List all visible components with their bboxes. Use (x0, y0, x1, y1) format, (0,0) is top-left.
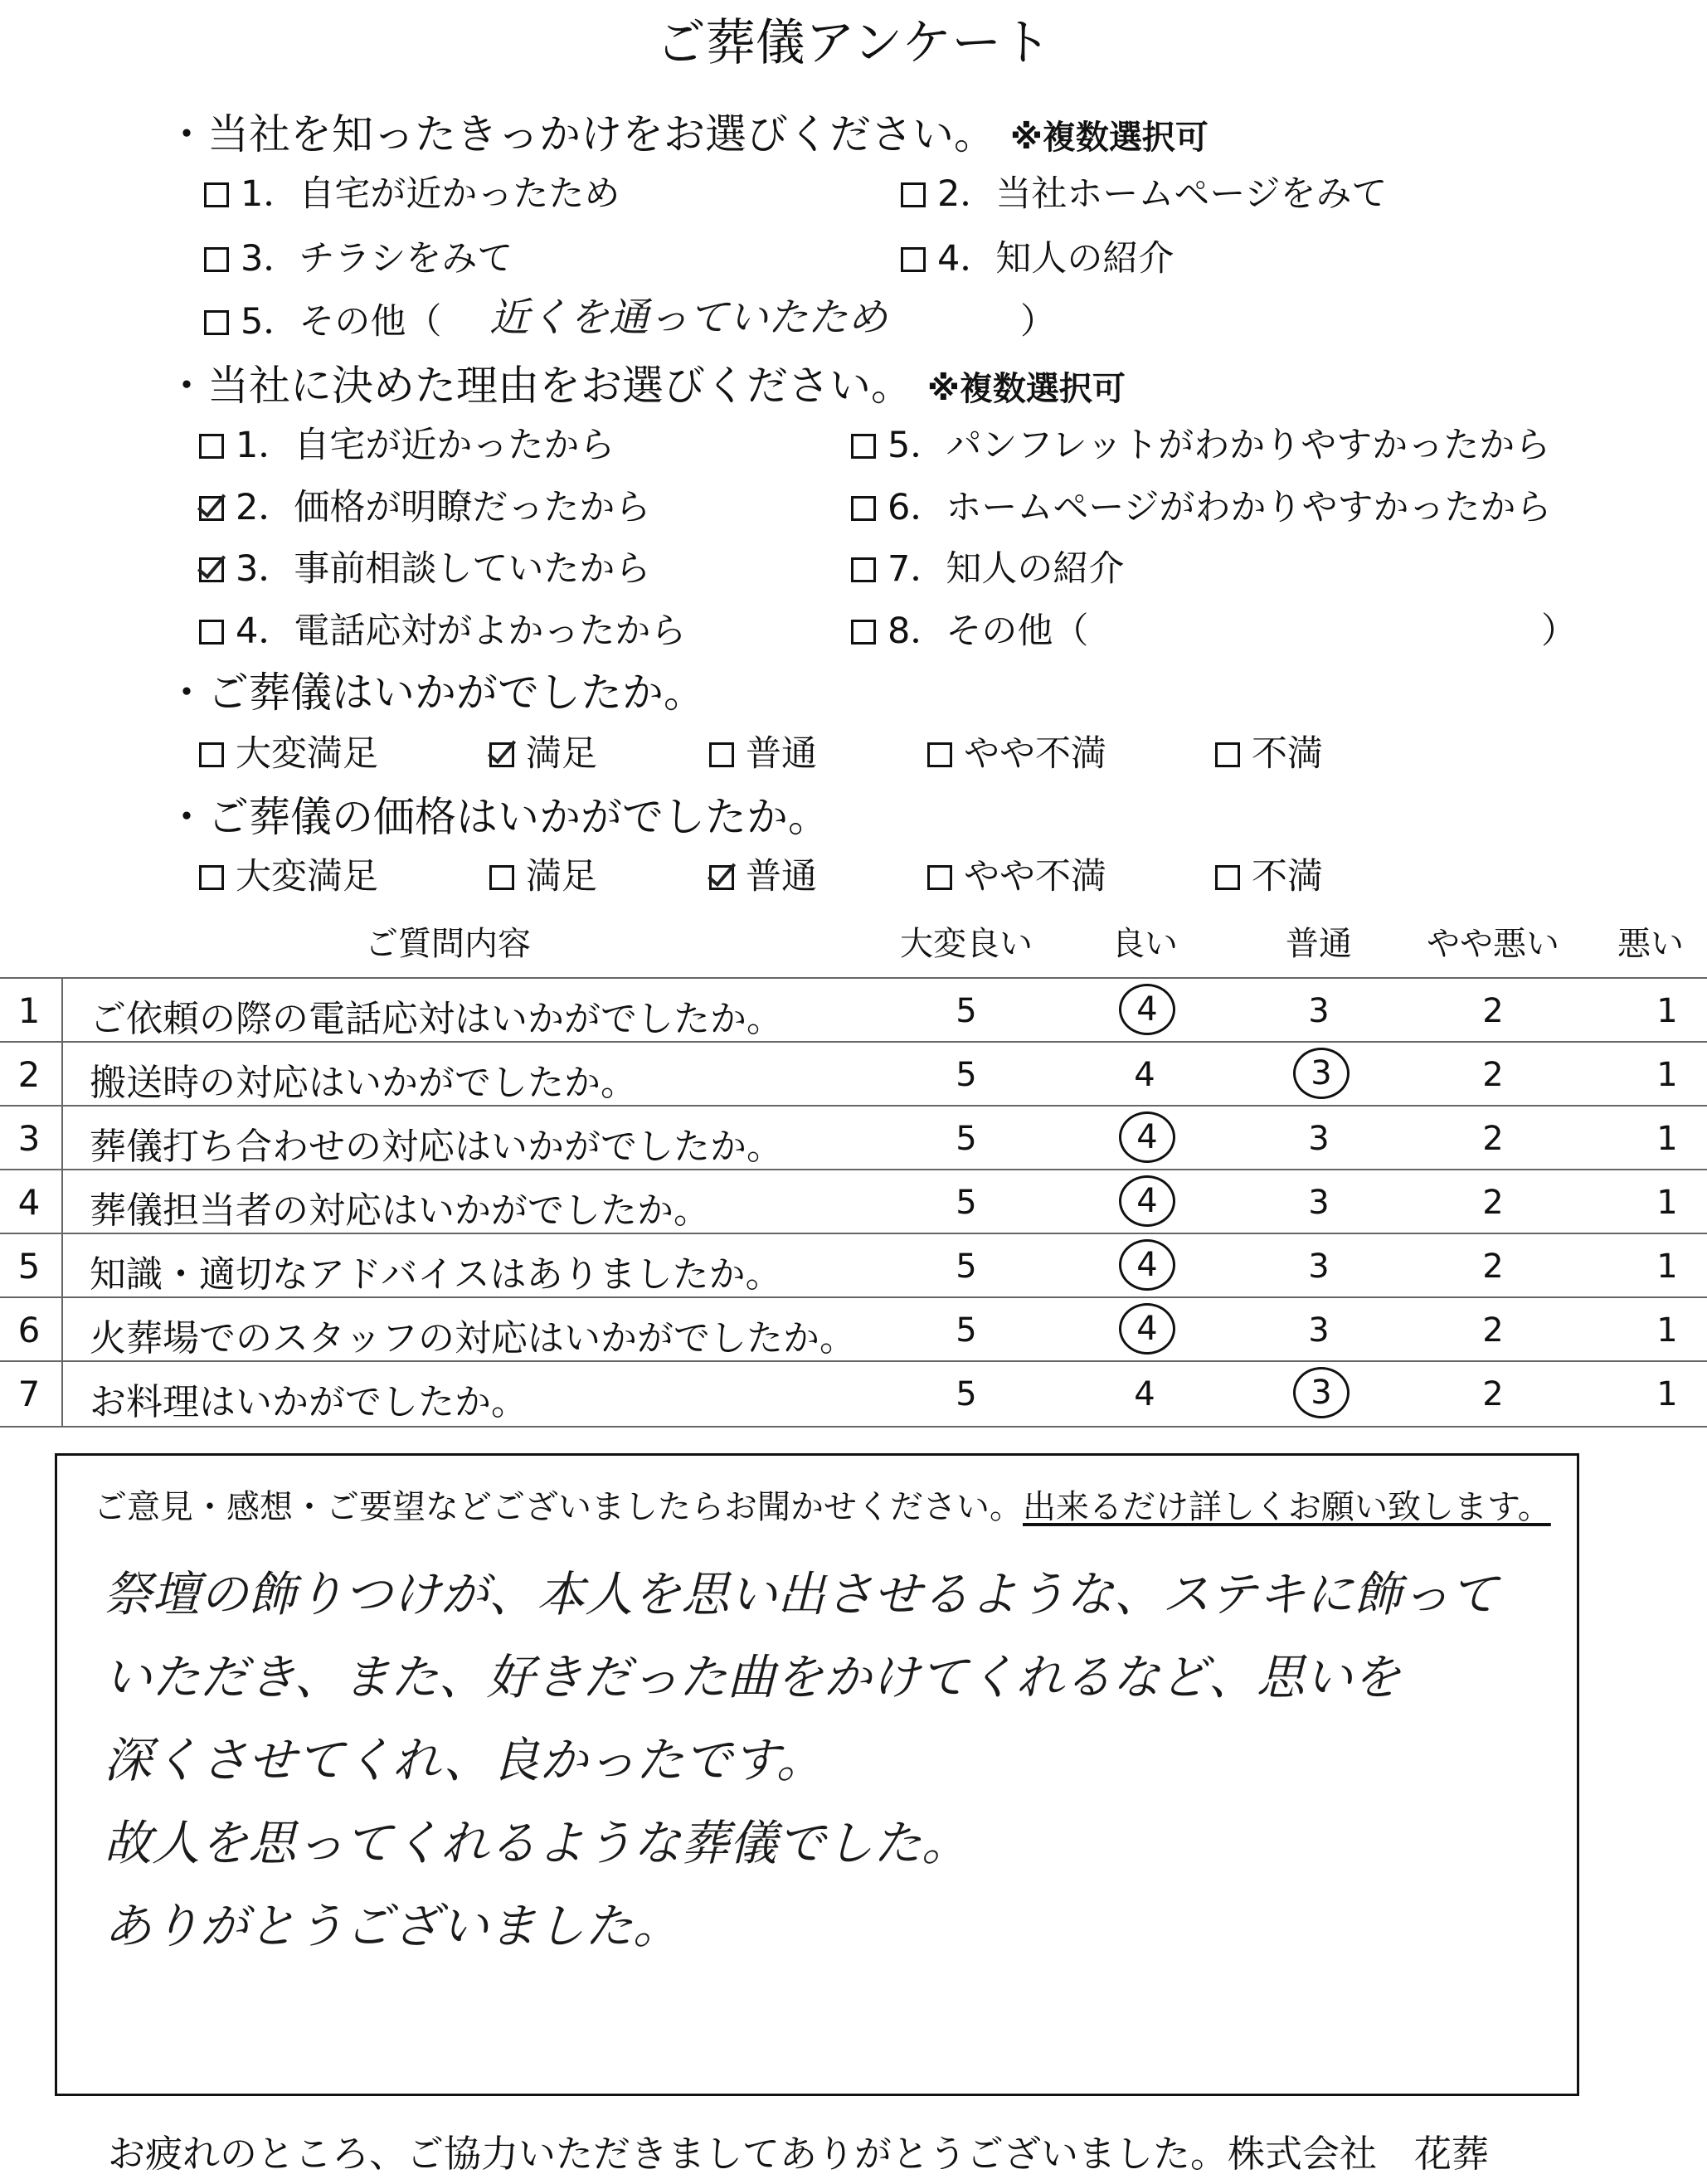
score-option[interactable]: 3 (1308, 992, 1330, 1030)
score-option[interactable]: 2 (1482, 1375, 1504, 1413)
row-number: 5 (17, 1246, 41, 1287)
row-number: 3 (17, 1118, 41, 1159)
option-label: 6．ホームページがわかりやすかったから (888, 487, 1552, 528)
row-divider (61, 1362, 63, 1426)
option-label: 不満 (1252, 856, 1323, 897)
checkbox[interactable] (927, 742, 952, 767)
comments-prompt-emphasis: 出来るだけ詳しくお願い致します。 (1023, 1488, 1551, 1526)
row-divider (61, 1170, 63, 1234)
comment-line-3: 深くさせてくれ、良かったです。 (104, 1732, 824, 1788)
score-option[interactable]: 2 (1482, 1056, 1504, 1094)
checkbox[interactable] (851, 557, 876, 582)
option-label: 4．電話応対がよかったから (236, 610, 687, 652)
s2-option-7[interactable] (851, 541, 1124, 591)
s4-option-4[interactable] (927, 849, 1106, 899)
row-divider (61, 1298, 63, 1362)
footer-thanks: お疲れのところ、ご協力いただきましてありがとうございました。株式会社 花葬 (108, 2132, 1490, 2176)
table-row (0, 1233, 1707, 1298)
table-row (0, 1105, 1707, 1170)
score-option[interactable]: 1 (1656, 1120, 1678, 1158)
s1-option-4[interactable] (901, 231, 1174, 281)
header-somewhat-bad: やや悪い (1427, 925, 1559, 963)
score-option[interactable]: 3 (1308, 1248, 1330, 1286)
row-number: 6 (17, 1310, 41, 1350)
s2-option-1[interactable] (199, 417, 615, 468)
score-option[interactable]: 2 (1482, 1120, 1504, 1158)
row-question: 搬送時の対応はいかがでしたか。 (90, 1062, 637, 1104)
row-divider (61, 979, 63, 1043)
s1-option-5[interactable] (204, 294, 441, 344)
score-option-selected[interactable]: 4 (1119, 1303, 1175, 1355)
header-bad: 悪い (1617, 925, 1684, 963)
option-label: 2．価格が明瞭だったから (236, 487, 651, 528)
option-label: 5．その他 (241, 301, 406, 343)
score-option[interactable]: 2 (1482, 1311, 1504, 1350)
score-option-selected[interactable]: 3 (1293, 1367, 1350, 1418)
row-divider (61, 1107, 63, 1170)
checkbox[interactable] (489, 865, 514, 890)
row-question: 葬儀担当者の対応はいかがでしたか。 (90, 1189, 710, 1232)
section2-question (166, 353, 1126, 412)
s2-option-8[interactable] (851, 603, 1088, 654)
header-average: 普通 (1286, 925, 1352, 963)
section1-question (166, 101, 1209, 161)
option-label: 8．その他 (888, 610, 1053, 652)
header-very-good: 大変良い (900, 925, 1033, 963)
checkbox[interactable] (709, 742, 734, 767)
score-option[interactable]: 2 (1482, 1248, 1504, 1286)
score-option[interactable]: 1 (1656, 1056, 1678, 1094)
s1-other-handwritten[interactable]: 近くを通っていたため (489, 294, 888, 341)
checkbox[interactable] (204, 310, 229, 335)
s3-option-4[interactable] (927, 726, 1106, 776)
row-number: 7 (17, 1374, 41, 1414)
option-label: 3．チラシをみて (241, 238, 513, 280)
checkbox-checked[interactable] (489, 742, 514, 767)
checkbox[interactable] (901, 247, 926, 272)
table-row (0, 1041, 1707, 1107)
checkbox[interactable] (199, 434, 224, 459)
option-label: 5．パンフレットがわかりやすかったから (888, 425, 1551, 466)
s1-paren-close: ） (1020, 301, 1056, 343)
row-divider (61, 1043, 63, 1107)
option-label: 大変満足 (236, 856, 378, 897)
comments-box[interactable] (55, 1453, 1579, 2096)
section4-question: ・ご葬儀の価格はいかがでしたか。 (166, 793, 829, 841)
checkbox-checked[interactable] (199, 557, 224, 582)
table-row (0, 1360, 1707, 1428)
score-option[interactable]: 4 (1134, 1375, 1155, 1413)
score-option[interactable]: 3 (1308, 1311, 1330, 1350)
checkbox-checked[interactable] (199, 496, 224, 521)
section3-question: ・ご葬儀はいかがでしたか。 (166, 669, 705, 717)
row-question: 知識・適切なアドバイスはありましたか。 (90, 1253, 782, 1296)
s3-option-3[interactable] (709, 726, 817, 776)
checkbox[interactable] (851, 496, 876, 521)
score-option[interactable]: 5 (956, 1120, 977, 1158)
paren-open: （ (1053, 610, 1089, 652)
header-good: 良い (1111, 925, 1178, 963)
row-question: 火葬場でのスタッフの対応はいかがでしたか。 (90, 1317, 856, 1360)
option-label: 1．自宅が近かったため (241, 173, 620, 215)
option-label: 2．当社ホームページをみて (937, 173, 1388, 215)
option-label: 不満 (1252, 733, 1323, 775)
score-option[interactable]: 2 (1482, 1184, 1504, 1222)
option-label: 3．事前相談していたから (236, 548, 651, 590)
score-option[interactable]: 3 (1308, 1184, 1330, 1222)
score-option[interactable]: 5 (956, 1311, 977, 1350)
s4-option-5[interactable] (1215, 849, 1323, 899)
row-question: お料理はいかがでしたか。 (90, 1381, 528, 1423)
checkbox[interactable] (1215, 742, 1240, 767)
s2-option-4[interactable] (199, 603, 686, 654)
score-option[interactable]: 3 (1308, 1120, 1330, 1158)
s4-option-2[interactable] (489, 849, 597, 899)
row-number: 4 (17, 1182, 41, 1223)
section1-question-text: ・当社を知ったきっかけをお選びください。 (166, 110, 995, 158)
table-row (0, 977, 1707, 1043)
option-label: 大変満足 (236, 733, 378, 775)
section2-note: ※複数選択可 (927, 370, 1126, 408)
row-question: ご依頼の際の電話応対はいかがでしたか。 (90, 998, 783, 1040)
section2-question-text: ・当社に決めた理由をお選びください。 (166, 362, 912, 410)
s1-option-1[interactable] (204, 166, 620, 216)
s2-paren-close: ） (1541, 610, 1577, 652)
s2-option-6[interactable] (851, 479, 1552, 530)
table-row (0, 1296, 1707, 1362)
score-option[interactable]: 5 (956, 1184, 977, 1222)
option-label: 満足 (526, 733, 597, 775)
score-option-selected[interactable]: 3 (1293, 1048, 1350, 1099)
option-label: 4．知人の紹介 (937, 238, 1174, 280)
checkbox[interactable] (199, 620, 224, 644)
checkbox[interactable] (901, 182, 926, 207)
option-label: 普通 (746, 856, 817, 897)
comment-line-1: 祭壇の飾りつけが、本人を思い出させるような、ステキに飾って (104, 1566, 1498, 1622)
score-option[interactable]: 5 (956, 1375, 977, 1413)
score-option[interactable]: 1 (1656, 1184, 1678, 1222)
rating-table (0, 902, 1707, 1423)
score-option[interactable]: 1 (1656, 1375, 1678, 1413)
option-label: やや不満 (964, 856, 1106, 897)
s2-option-5[interactable] (851, 417, 1550, 468)
checkbox[interactable] (199, 865, 224, 890)
comment-line-5: ありがとうございました。 (104, 1898, 682, 1954)
comment-line-4: 故人を思ってくれるような葬儀でした。 (104, 1815, 970, 1871)
s3-option-1[interactable] (199, 726, 378, 776)
score-option-selected[interactable]: 4 (1119, 1239, 1175, 1291)
s1-option-2[interactable] (901, 166, 1388, 216)
score-option[interactable]: 2 (1482, 992, 1504, 1030)
score-option-selected[interactable]: 4 (1119, 1175, 1175, 1227)
section1-note: ※複数選択可 (1010, 119, 1209, 157)
score-option[interactable]: 4 (1134, 1056, 1155, 1094)
s4-option-1[interactable] (199, 849, 378, 899)
s2-option-2[interactable] (199, 479, 650, 530)
checkbox[interactable] (204, 182, 229, 207)
s2-option-3[interactable] (199, 541, 650, 591)
row-number: 1 (17, 990, 41, 1031)
comment-line-2: いただき、また、好きだった曲をかけてくれるなど、思いを (104, 1649, 1401, 1705)
s1-option-3[interactable] (204, 231, 513, 281)
comments-prompt-text: ご意見・感想・ご要望などございましたらお聞かせください。 (94, 1488, 1023, 1526)
s3-option-5[interactable] (1215, 726, 1323, 776)
score-option[interactable]: 1 (1656, 1311, 1678, 1350)
form-title: ご葬儀アンケート (655, 14, 1052, 72)
option-label: 7．知人の紹介 (888, 548, 1125, 590)
header-question: ご質問内容 (365, 925, 531, 963)
checkbox[interactable] (927, 865, 952, 890)
s4-option-3[interactable] (709, 849, 817, 899)
option-label: やや不満 (964, 733, 1106, 775)
score-option-selected[interactable]: 4 (1119, 984, 1175, 1035)
checkbox[interactable] (199, 742, 224, 767)
score-option[interactable]: 1 (1656, 992, 1678, 1030)
table-header (0, 902, 1707, 977)
score-option[interactable]: 1 (1656, 1248, 1678, 1286)
s3-option-2[interactable] (489, 726, 597, 776)
score-option[interactable]: 5 (956, 1056, 977, 1094)
row-divider (61, 1234, 63, 1298)
score-option[interactable]: 5 (956, 992, 977, 1030)
checkbox[interactable] (851, 620, 876, 644)
row-number: 2 (17, 1054, 41, 1095)
score-option[interactable]: 5 (956, 1248, 977, 1286)
checkbox[interactable] (204, 247, 229, 272)
option-label: 1．自宅が近かったから (236, 425, 615, 466)
comments-prompt (94, 1481, 1551, 1528)
checkbox[interactable] (1215, 865, 1240, 890)
paren-open: （ (406, 301, 442, 343)
score-option-selected[interactable]: 4 (1119, 1111, 1175, 1163)
checkbox[interactable] (851, 434, 876, 459)
checkbox-checked[interactable] (709, 865, 734, 890)
option-label: 満足 (526, 856, 597, 897)
row-question: 葬儀打ち合わせの対応はいかがでしたか。 (90, 1126, 783, 1168)
table-row (0, 1169, 1707, 1234)
option-label: 普通 (746, 733, 817, 775)
